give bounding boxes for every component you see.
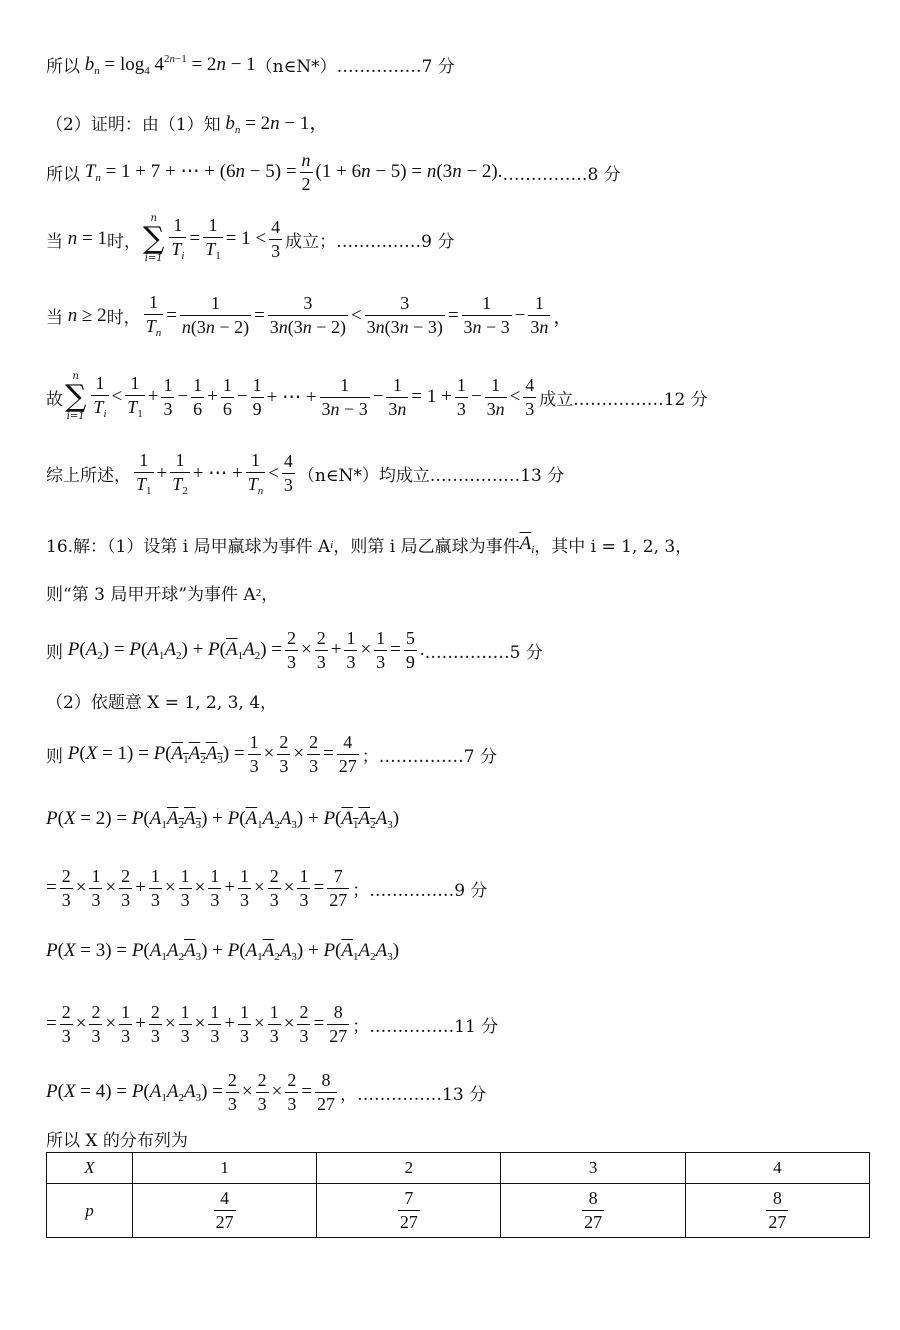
line-event-a2: 则“第 3 局甲开球”为事件 A 2 ， bbox=[46, 580, 870, 605]
score: ……………7 分 bbox=[378, 746, 498, 767]
sum-symbol: n ∑ i=1 bbox=[142, 213, 165, 264]
line-x-values bbox=[46, 688, 870, 713]
text: 当 bbox=[46, 308, 63, 329]
line-p-x1: 则 $P(X = 1) = P(A_1A_2A_3)$ = $\frac{1}{3}$ × $\frac{2}{3}$ × $\frac{2}{3}$ = $\frac{4}{27}$ ； ……………7 分 bbox=[46, 732, 498, 776]
fraction: $\frac{1}{T_n}$ bbox=[145, 292, 162, 339]
text: （2）依题意 X = 1, 2, 3, 4， bbox=[46, 693, 278, 713]
score: ……………12 分 bbox=[578, 389, 708, 410]
text: （n∈N*） bbox=[255, 57, 337, 77]
fraction: $\frac{1}{3n - 3}$ bbox=[463, 293, 510, 338]
fraction: $\frac{1}{T_i}$ bbox=[171, 215, 185, 263]
text: 16.解：（1）设第 i 局甲赢球为事件 A bbox=[46, 537, 331, 557]
line-q16-setup: 16.解：（1）设第 i 局甲赢球为事件 A i ，则第 i 局乙赢球为事件 $\overline{A}_i$ ，其中 i = 1, 2, 3， bbox=[46, 533, 693, 557]
text: 时， bbox=[106, 231, 141, 252]
table-cell: $\frac{4}{27}$ bbox=[132, 1184, 316, 1238]
line-p-x2-calc: = $\frac{2}{3}$ × $\frac{1}{3}$ × $\frac{2}{3}$ + $\frac{1}{3}$ × $\frac{1}{3}$ × $\frac{1}{3}$ + $\frac{1}{3}$ × $\frac{2}{3}$ × $\frac{1}{3}$ = $\frac{7}{27}$ ； ……………9 分 bbox=[46, 866, 488, 910]
line-p-x3-calc: = $\frac{2}{3}$ × $\frac{2}{3}$ × $\frac{1}{3}$ + $\frac{2}{3}$ × $\frac{1}{3}$ × $\frac{1}{3}$ + $\frac{1}{3}$ × $\frac{1}{3}$ × $\frac{2}{3}$ = $\frac{8}{27}$ ； ……………11 分 bbox=[46, 1002, 499, 1046]
fraction: $\frac{1}{T_1}$ bbox=[205, 215, 221, 263]
table-cell: $\frac{8}{27}$ bbox=[685, 1184, 869, 1238]
table-cell: $\frac{7}{27}$ bbox=[317, 1184, 501, 1238]
score: ……………13 分 bbox=[357, 1084, 487, 1105]
line-p-x4: $P(X = 4) = P(A_1A_2A_3)$ = $\frac{2}{3}$ × $\frac{2}{3}$ × $\frac{2}{3}$ = $\frac{8}{27}$ ， ……………13 分 bbox=[46, 1070, 487, 1114]
table-cell: 3 bbox=[501, 1153, 685, 1184]
table-cell: 1 bbox=[132, 1153, 316, 1184]
sum-symbol: n ∑ i=1 bbox=[65, 371, 87, 422]
line-p-x3-events: $P(X = 3) = P(A_1A_2\overline{A}_3) + P(A_1\overline{A}_2A_3) + P(\overline{A}_1A_2A_3)$ bbox=[46, 940, 400, 963]
formula: n = 1 bbox=[67, 228, 107, 249]
text: ，则第 i 局乙赢球为事件 bbox=[333, 537, 520, 557]
formula: $T_n = 1 + 7$ + ⋯ + (6n − 5) = bbox=[84, 161, 297, 185]
table-cell: $\frac{8}{27}$ bbox=[501, 1184, 685, 1238]
table-header-x: X bbox=[47, 1153, 133, 1184]
distribution-table bbox=[46, 1152, 870, 1238]
text: （2）证明：由（1）知 bbox=[46, 114, 221, 135]
score: ……………11 分 bbox=[369, 1016, 499, 1037]
fraction: $\frac{1}{n(3n - 2)}$ bbox=[181, 293, 250, 338]
table-cell: 4 bbox=[685, 1153, 869, 1184]
text: 所以 bbox=[46, 164, 80, 185]
score: ……………5 分 bbox=[424, 642, 543, 663]
formula: $b_n = 2n - 1$， bbox=[225, 113, 329, 136]
text: 则 bbox=[46, 642, 63, 663]
score: ……………7 分 bbox=[336, 57, 455, 77]
text: 所以 X 的分布列为 bbox=[46, 1131, 188, 1151]
line-bn-formula bbox=[46, 52, 870, 77]
line-proof-start bbox=[46, 108, 870, 136]
fraction: $\frac{4}{3}$ bbox=[271, 216, 281, 261]
fraction: $\frac{1}{T_1}$ bbox=[127, 373, 143, 421]
text: ，其中 i = 1, 2, 3， bbox=[534, 537, 693, 557]
line-distribution-intro bbox=[46, 1126, 870, 1151]
text: 成立. bbox=[539, 389, 579, 410]
text: 时， bbox=[106, 308, 141, 329]
fraction: $\frac{3}{3n(3n - 2)}$ bbox=[269, 293, 346, 338]
text: 所以 bbox=[46, 57, 80, 77]
text: 则 bbox=[46, 746, 63, 767]
line-p-x2-events: $P(X = 2) = P(A_1A_2A_3) + P(\overline{A}_1A_2A_3) + P(A_1A_2A_3)$ bbox=[46, 808, 400, 831]
score: ……………9 分 bbox=[369, 880, 488, 901]
table-cell: 2 bbox=[317, 1153, 501, 1184]
formula: (1 + 6n − 5) = n(3n − 2). bbox=[315, 161, 503, 183]
line-conclusion: 综上所述， $\frac{1}{T_1}$ + $\frac{1}{T_2}$ + ⋯ + $\frac{1}{T_n}$ < $\frac{4}{3}$ （n∈N*）均成立. ……………13 分 bbox=[46, 450, 565, 497]
formula: $b_n = \log_4 4^{2n-1} = 2n - 1$ bbox=[84, 52, 256, 77]
fraction: $\frac{1}{3n}$ bbox=[530, 293, 549, 338]
text: 当 bbox=[46, 231, 63, 252]
fraction: $\frac{n}{2}$ bbox=[301, 150, 311, 194]
text: 综上所述， bbox=[46, 466, 131, 487]
text: （n∈N*）均成立. bbox=[297, 466, 436, 487]
text: 成立； bbox=[285, 231, 337, 252]
line-n-ge-2: 当 n ≥ 2 时， $\frac{1}{T_n}$ = $\frac{1}{n(3n - 2)}$ = $\frac{3}{3n(3n - 2)}$ < $\frac{3}{3n(3n - 3)}$ = $\frac{1}{3n - 3}$ − $\frac{1}{3n}$ ， bbox=[46, 292, 573, 339]
formula: n ≥ 2 bbox=[67, 304, 107, 326]
table-row bbox=[47, 1184, 870, 1238]
line-tn-sum bbox=[46, 150, 870, 194]
score: ……………13 分 bbox=[435, 466, 565, 487]
formula: $\overline{A}_i$ bbox=[519, 533, 535, 556]
score: ……………9 分 bbox=[336, 231, 455, 252]
table-row bbox=[47, 1153, 870, 1184]
text: 则“第 3 局甲开球”为事件 A bbox=[46, 585, 256, 605]
score: ……………8 分 bbox=[502, 164, 621, 185]
fraction: $\frac{1}{T_i}$ bbox=[93, 373, 107, 421]
line-p-a2: 则 $P(A_2) = P(A_1A_2) + P(\overline{A}_1A_2)$ = $\frac{2}{3}$ × $\frac{2}{3}$ + $\frac{1}{3}$ × $\frac{1}{3}$ = $\frac{5}{9}$ . ……………5 分 bbox=[46, 628, 543, 672]
text: 故 bbox=[46, 389, 63, 410]
line-n-equals-1: 当 n = 1 时， n ∑ i=1 $\frac{1}{T_i}$ = $\frac{1}{T_1}$ = 1 < $\frac{4}{3}$ 成立； ……………9 分 bbox=[46, 213, 455, 264]
table-header-p: p bbox=[47, 1184, 133, 1238]
fraction: $\frac{3}{3n(3n - 3)}$ bbox=[366, 293, 443, 338]
line-telescoping: 故 n ∑ i=1 $\frac{1}{T_i}$ < $\frac{1}{T_1}$ + $\frac{1}{3}$ − $\frac{1}{6}$ + $\frac{1}{6}$ − $\frac{1}{9}$ + ⋯ + $\frac{1}{3n - 3}$ − $\frac{1}{3n}$ = 1 + $\frac{1}{3}$ − $\frac{1}{3n}$ < $\frac{4}{3}$ 成立. ……………12 分 bbox=[46, 371, 708, 422]
